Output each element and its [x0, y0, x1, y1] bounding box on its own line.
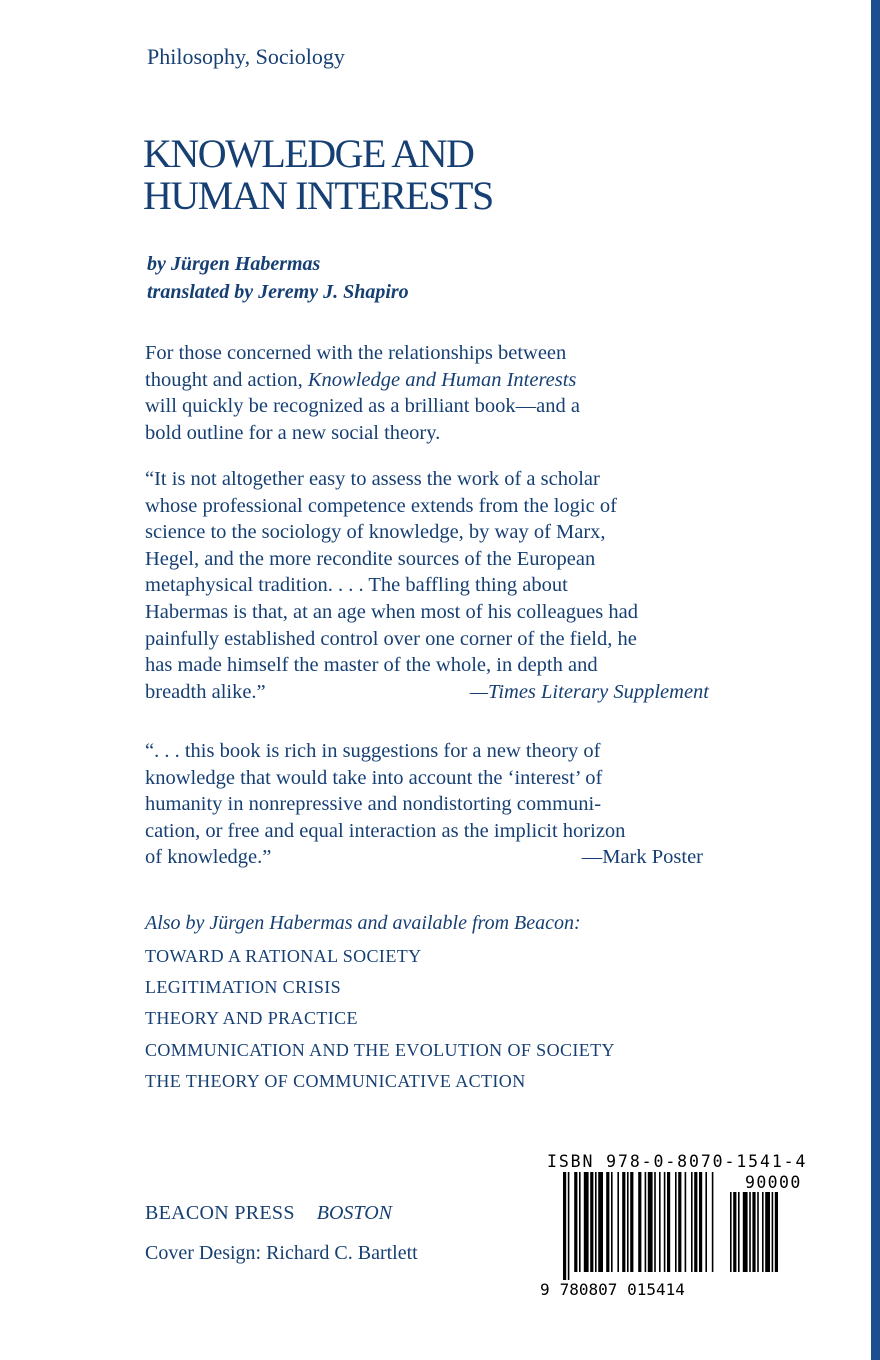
barcode-bar: [730, 1192, 732, 1272]
quote-source: —Mark Poster: [581, 846, 703, 869]
barcode-bar: [630, 1172, 633, 1272]
barcode-bar: [579, 1172, 581, 1272]
list-item: TOWARD A RATIONAL SOCIETY: [145, 946, 422, 966]
ean-digits: [540, 1280, 685, 1299]
barcode-bar: [694, 1172, 697, 1272]
blurb-line: bold outline for a new social theory.: [145, 421, 441, 444]
barcode-bar: [617, 1172, 619, 1272]
barcode-bar: [691, 1172, 693, 1272]
barcode-bar: [685, 1172, 687, 1272]
title-line: HUMAN INTERESTS: [143, 173, 493, 218]
price-code: 90000: [745, 1173, 802, 1192]
book-title-inline: Knowledge and Human Interests: [307, 368, 577, 391]
quote-line: humanity in nonrepressive and nondistorting communi-: [145, 793, 602, 816]
barcode-bar: [757, 1192, 759, 1272]
also-by-list: [145, 944, 615, 1100]
publisher-city: BOSTON: [316, 1202, 392, 1224]
barcode-bar: [712, 1172, 714, 1272]
quote-last-line: of knowledge.”: [145, 846, 272, 869]
barcode-bar: [622, 1172, 625, 1272]
quote-line: “. . . this book is rich in suggestions for a new theory of: [145, 740, 601, 762]
quote-line: science to the sociology of knowledge, by way of Marx,: [145, 521, 606, 544]
title-line: KNOWLEDGE AND: [143, 131, 474, 176]
quote-line: cation, or free and equal interaction as the implicit horizon: [145, 819, 626, 842]
barcode-bar: [638, 1172, 641, 1272]
review-quote-tls: [145, 466, 735, 705]
quote-source: —Times Literary Supplement: [469, 680, 709, 703]
blurb-line: will quickly be recognized as a brilliant book—and a: [145, 395, 580, 418]
ean-first-digit: 9: [540, 1280, 550, 1299]
barcode-bar: [590, 1172, 593, 1272]
list-item: THEORY AND PRACTICE: [145, 1008, 358, 1029]
barcode-bar: [659, 1172, 661, 1272]
translator-line: translated by Jeremy J. Shapiro: [147, 281, 409, 303]
credits: [147, 250, 409, 306]
barcode-bar: [738, 1192, 740, 1272]
barcode-bar: [627, 1172, 629, 1272]
cover-design-credit: Cover Design: Richard C. Bartlett: [145, 1242, 418, 1264]
quote-last-line: breadth alike.”: [145, 680, 266, 703]
barcode-bar: [733, 1192, 736, 1272]
barcode-bar: [752, 1192, 755, 1272]
quote-line: metaphysical tradition. . . . The baffling thing about: [145, 574, 568, 597]
quote-line: Hegel, and the more recondite sources of the European: [145, 547, 596, 570]
quote-line: whose professional competence extends from the logic of: [145, 494, 617, 517]
barcode-bar: [654, 1172, 656, 1272]
barcode-bar: [675, 1172, 677, 1272]
barcode-bar: [749, 1192, 751, 1272]
quote-line: [145, 844, 703, 871]
also-by-heading: Also by Jürgen Habermas and available from Beacon:: [145, 912, 581, 934]
barcode-bar: [606, 1172, 609, 1272]
publisher-line: [145, 1202, 392, 1225]
barcode-bar: [611, 1172, 613, 1272]
barcode-bar: [584, 1172, 589, 1272]
barcode-bar: [699, 1172, 702, 1272]
quote-line: [145, 679, 713, 706]
review-quote-poster: [145, 738, 735, 871]
quote-line: Habermas is that, at an age when most of his colleagues had: [145, 600, 638, 623]
publisher-name: BEACON PRESS: [145, 1202, 295, 1224]
category-label: Philosophy, Sociology: [147, 44, 345, 69]
barcode-bar: [645, 1172, 647, 1272]
barcode-bar: [574, 1172, 577, 1272]
barcode-bar: [705, 1172, 707, 1272]
barcode-bar: [762, 1192, 764, 1272]
barcode-bar: [765, 1192, 770, 1272]
list-item: COMMUNICATION AND THE EVOLUTION OF SOCIETY: [145, 1039, 615, 1060]
barcode-bar: [775, 1192, 778, 1272]
isbn-label: ISBN 978-0-8070-1541-4: [547, 1152, 808, 1171]
book-title: [143, 133, 493, 217]
barcode-bar: [678, 1172, 681, 1272]
barcode-bar: [598, 1172, 603, 1272]
list-item: THE THEORY OF COMMUNICATIVE ACTION: [145, 1070, 526, 1091]
barcode-bar: [743, 1192, 748, 1272]
blurb-paragraph: [145, 340, 735, 446]
barcode-bar: [563, 1172, 566, 1280]
blurb-line: For those concerned with the relationships between: [145, 342, 567, 364]
barcode-bar: [568, 1172, 570, 1280]
barcode-bar: [595, 1172, 597, 1272]
quote-line: knowledge that would take into account the ‘interest’ of: [145, 766, 603, 789]
barcode-bar: [772, 1192, 774, 1272]
blurb-line: thought and action, Knowledge and Human Interests: [145, 368, 577, 391]
barcode-bar: [664, 1172, 666, 1272]
list-item: LEGITIMATION CRISIS: [145, 977, 342, 998]
barcode-bar: [648, 1172, 653, 1272]
quote-line: painfully established control over one corner of the field, he: [145, 627, 637, 650]
barcode-bar: [667, 1172, 670, 1272]
ean-digit-groups: 780807 015414: [559, 1280, 685, 1299]
author-line: by Jürgen Habermas: [147, 253, 321, 275]
spine-edge: [871, 0, 880, 1360]
quote-line: “It is not altogether easy to assess the work of a scholar: [145, 468, 600, 490]
quote-line: has made himself the master of the whole, in depth and: [145, 654, 598, 677]
